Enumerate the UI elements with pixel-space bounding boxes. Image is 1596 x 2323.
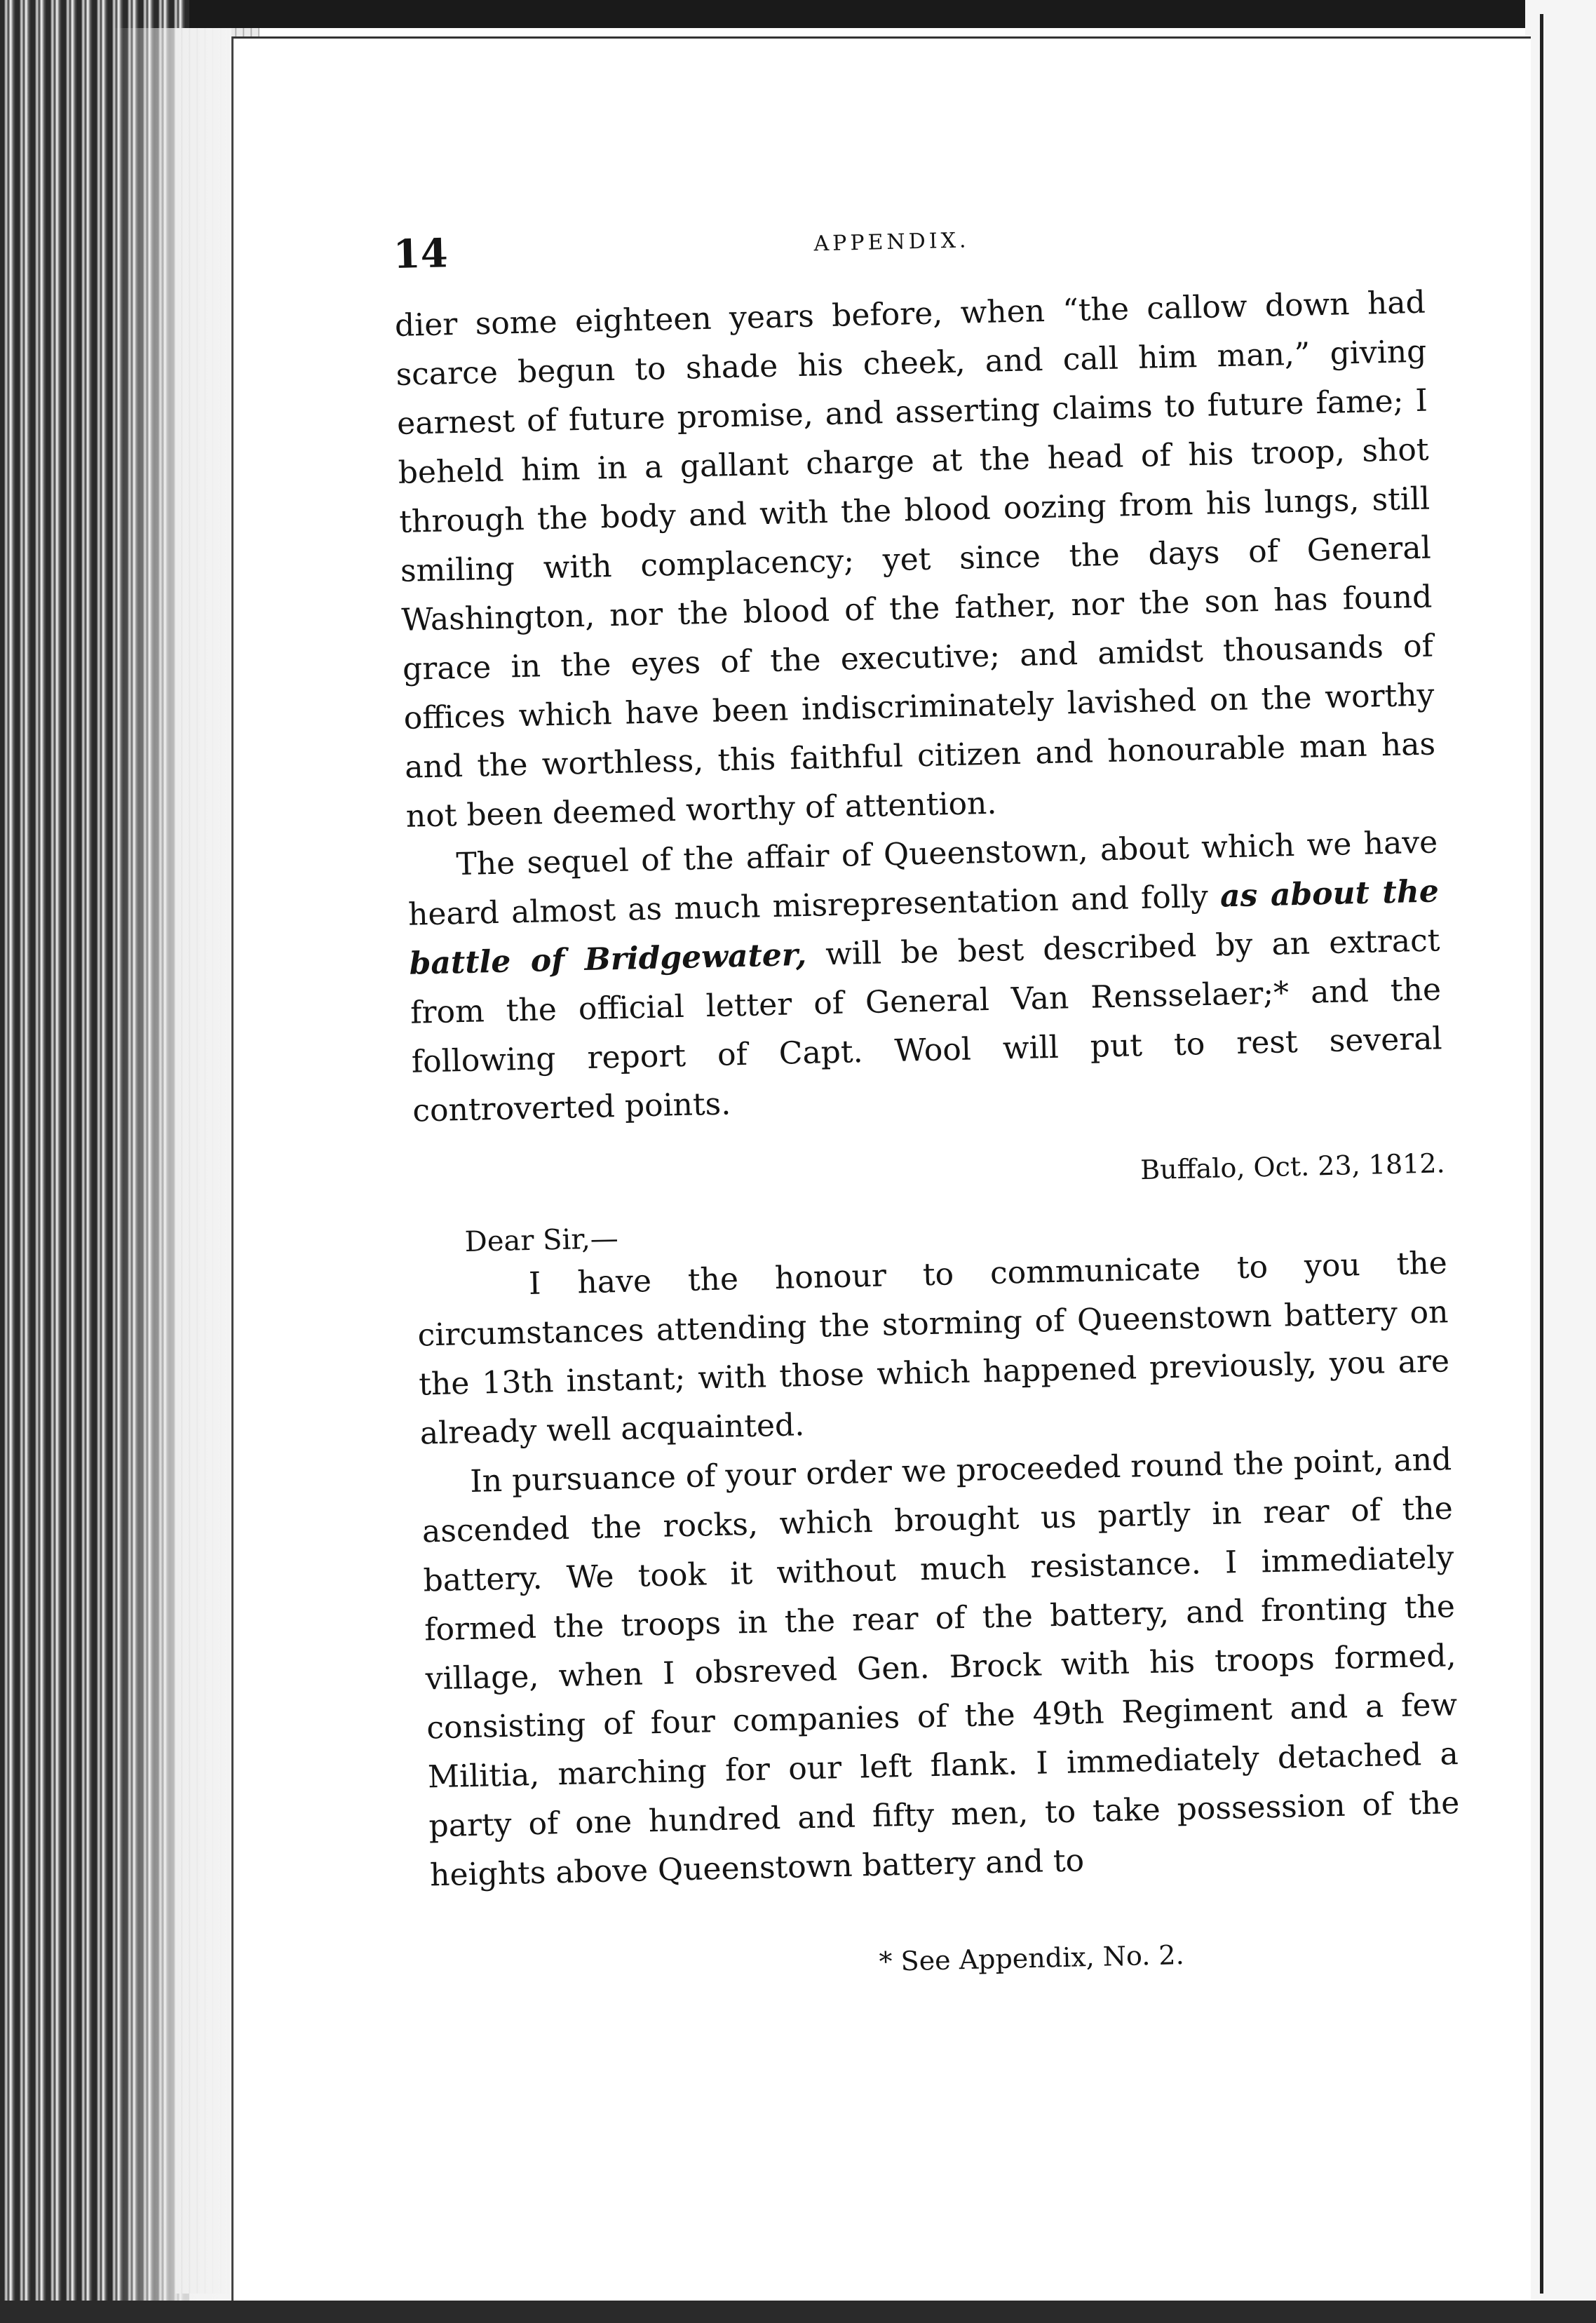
sequel-text-end: will be best described by an extract from the official letter of General Van Rensselaer;* and the following report of Capt. Wool will put to rest several controverted points.	[410, 922, 1443, 1129]
letter-paragraph-2: In pursuance of your order we proceeded round the point, and ascended the rocks, which brought us partly in rear of the battery. We took it without much resistance. I immediately formed the troops in the rear of the battery, and fronting the village, when I obsreved Gen. Brock with his troops formed, consisting of four companies of the 49th Regiment and a few Militia, marching for our left flank. I immediately detached a party of one hundred and fifty men, to take possession of the heights above Queenstown battery and to	[421, 1441, 1460, 1894]
page-content	[393, 208, 1463, 1988]
continued-paragraph: dier some eighteen years before, when “the callow down had scarce begun to shade his cheek, and call him man,” giving earnest of future promise, and asserting claims to future fame; I beheld him in a gallant charge at the head of his troop, shot through the body and with the blood oozing from his lungs, still smiling with complacency; yet since the days of General Washington, nor the blood of the father, nor the son has found grace in the eyes of the executive; and amidst thousands of offices which have been indiscriminately lavished on the worthy and the worthless, this faithful citizen and honourable man has not been deemed worthy of attention.	[394, 284, 1436, 835]
page-number: 14	[393, 230, 449, 278]
letter-paragraph-1: I have the honour to communicate to you the circumstances attending the storming of Queenstown battery on the 13th instant; with those which happened previously, you are already well acquainted.	[417, 1245, 1450, 1452]
spine-shadow	[112, 28, 231, 2323]
scan-right-margin	[1525, 0, 1596, 2323]
sequel-paragraph	[407, 818, 1444, 1136]
footnote: * See Appendix, No. 2.	[879, 1939, 1185, 1977]
sequel-text-start: The sequel of the affair of Queenstown, about which we have heard almost as much misrepresentation and folly	[407, 824, 1438, 933]
scan-bottom-border	[0, 2301, 1596, 2323]
scan-top-border	[0, 0, 1596, 28]
sequel-emphasis: as about the battle of Bridgewater,	[409, 873, 1440, 982]
letter-dateline: Buffalo, Oct. 23, 1812.	[1139, 1147, 1446, 1186]
letter-salutation: Dear Sir,—	[464, 1223, 619, 1259]
running-head: APPENDIX.	[813, 228, 970, 257]
book-right-edge-line	[1540, 14, 1543, 2294]
